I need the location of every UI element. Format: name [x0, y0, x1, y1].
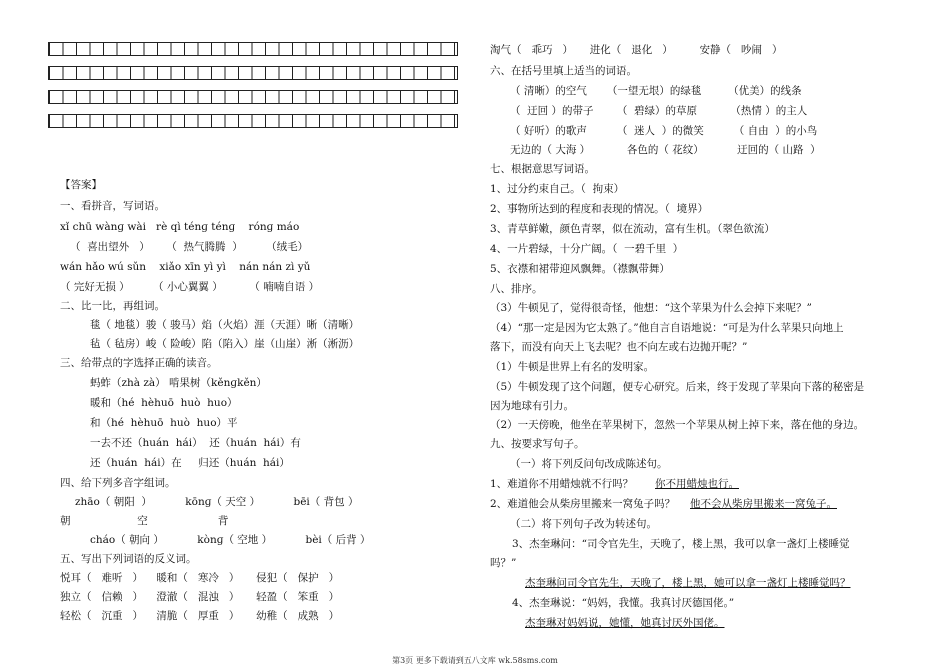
section-5-title: 五、写出下列词语的反义词。 [60, 553, 197, 565]
section-8-line: （2）一天傍晚，他坐在苹果树下，忽然一个苹果从树上掉下来，落在他的身边。 [490, 419, 865, 431]
section-7-line: 1、过分约束自己。（ 拘束） [490, 183, 625, 195]
section-7-line: 3、青草鲜嫩，颜色青翠，似在流动，富有生机。（翠色欲流） [490, 223, 775, 235]
section-4-line: zhāo（ 朝阳 ） kōnɡ（ 天空 ） bēi（ 背包 ） [75, 496, 359, 508]
answer-3: 杰奎琳问司令官先生，天晚了，楼上黑，她可以拿一盏灯上楼睡觉吗？ [525, 577, 851, 589]
section-1-title: 一、看拼音，写词语。 [60, 200, 165, 212]
section-6-line: （ 清晰）的空气 （一望无垠）的绿毯 （优美）的线条 [510, 85, 802, 97]
question-1: 1、难道你不用蜡烛就不行吗？ [490, 478, 634, 490]
section-7-line: 2、事物所达到的程度和表现的情况。（ 境界） [490, 203, 709, 215]
section-1-pinyin: xǐ chū wànɡ wài rè qì ténɡ ténɡ rónɡ máo [60, 221, 300, 233]
section-8-line: 落下，而没有向天上飞去呢？也不向左或右边抛开呢？” [490, 341, 748, 353]
section-8-line: （3）牛顿见了，觉得很奇怪，他想：“这个苹果为什么会掉下来呢？” [490, 302, 812, 314]
section-4-line: 朝 空 背 [60, 515, 229, 527]
section-5-line: 悦耳（ 难听 ） 暖和（ 寒冷 ） 侵犯（ 保护 ） [60, 572, 340, 584]
answer-1: 你不用蜡烛也行。 [655, 478, 739, 490]
answer-title: 【答案】 [60, 179, 102, 191]
section-8-line: （5）牛顿发现了这个问题，便专心研究。后来，终于发现了苹果向下落的秘密是 [490, 381, 865, 393]
section-6-line: （ 好听）的歌声 （ 迷人 ）的微笑 （ 自由 ）的小鸟 [510, 125, 818, 137]
question-4: 4、杰奎琳说：“妈妈，我懂。我真讨厌德国佬。” [512, 597, 735, 609]
section-2-line: 毯（ 地毯）骏（ 骏马）焰（火焰）涯（天涯）晰（清晰） [90, 319, 360, 331]
grid-row [48, 42, 458, 56]
section-1-pinyin: wán hǎo wú sǔn xiǎo xīn yì yì nán nán zì yǔ [60, 261, 311, 273]
section-9-subtitle: （一）将下列反问句改成陈述句。 [510, 458, 668, 470]
section-7-line: 5、衣襟和裙带迎风飘舞。（襟飘带舞） [490, 263, 670, 275]
section-3-line: 蚂蚱（zhà zà） 啃果树（kěnɡkěn） [90, 377, 267, 389]
section-8-line: （1）牛顿是世界上有名的发明家。 [490, 361, 655, 373]
answer-2: 他不会从柴房里搬来一窝兔子。 [690, 498, 837, 510]
section-3-title: 三、给带点的字选择正确的读音。 [60, 357, 218, 369]
grid-row [48, 90, 458, 104]
section-6-title: 六、在括号里填上适当的词语。 [490, 65, 637, 77]
section-6-line: 无边的（ 大海 ） 各色的（ 花纹） 迂回的（ 山路 ） [510, 144, 821, 156]
section-3-line: 和（hé hèhuō huò huo）平 [90, 417, 238, 429]
section-2-line: 毡（ 毡房）峻（ 险峻）陷（陷入）崖（山崖）淅（淅沥） [90, 338, 360, 350]
answer-4: 杰奎琳对妈妈说，她懂，她真讨厌外国佬。 [525, 617, 725, 629]
section-5-line: 独立（ 信赖 ） 澄澈（ 混浊 ） 轻盈（ 笨重 ） [60, 591, 340, 603]
page-footer: 第3页 更多下载请到五八文库 wk.58sms.com [392, 656, 558, 665]
section-6-line: （ 迂回 ）的带子 （ 碧绿）的草原 （热情 ）的主人 [510, 105, 808, 117]
section-2-title: 二、比一比，再组词。 [60, 300, 165, 312]
section-8-line: （4）“那一定是因为它太熟了。”他自言自语地说：“可是为什么苹果只向地上 [490, 322, 844, 334]
antonym-line: 淘气（ 乖巧 ） 进化（ 退化 ） 安静（ 吵闹 ） [490, 44, 783, 56]
section-1-answers: （ 完好无损 ） （ 小心翼翼 ） （ 喃喃自语 ） [60, 281, 320, 293]
section-5-line: 轻松（ 沉重 ） 清脆（ 厚重 ） 幼稚（ 成熟 ） [60, 610, 340, 622]
section-3-line: 一去不还（huán hái） 还（huán hái）有 [90, 437, 301, 449]
section-8-title: 八、排序。 [490, 283, 543, 295]
section-4-title: 四、给下列多音字组词。 [60, 477, 176, 489]
section-8-line: 因为地球有引力。 [490, 400, 574, 412]
section-9-title: 九、按要求写句子。 [490, 438, 585, 450]
grid-row [48, 66, 458, 80]
section-3-line: 还（huán hái）在 归还（huán hái） [90, 457, 290, 469]
grid-row [48, 114, 458, 128]
question-3: 3、杰奎琳问：“司令官先生，天晚了，楼上黑，我可以拿一盏灯上楼睡觉 [512, 538, 850, 550]
section-1-answers: （ 喜出望外 ） （ 热气腾腾 ） （绒毛） [70, 241, 309, 253]
writing-grid [48, 42, 458, 130]
section-7-title: 七、根据意思写词语。 [490, 163, 595, 175]
section-7-line: 4、一片碧绿，十分广阔。（ 一碧千里 ） [490, 243, 684, 255]
question-2: 2、难道他会从柴房里搬来一窝兔子吗？ [490, 498, 676, 510]
section-4-line: cháo（ 朝向 ） kònɡ（ 空地 ） bèi（ 后背 ） [90, 534, 371, 546]
question-3-continued: 吗？” [490, 557, 517, 569]
section-9-subtitle: （二）将下列句子改为转述句。 [510, 518, 657, 530]
section-3-line: 暖和（hé hèhuō huò huo） [90, 397, 238, 409]
